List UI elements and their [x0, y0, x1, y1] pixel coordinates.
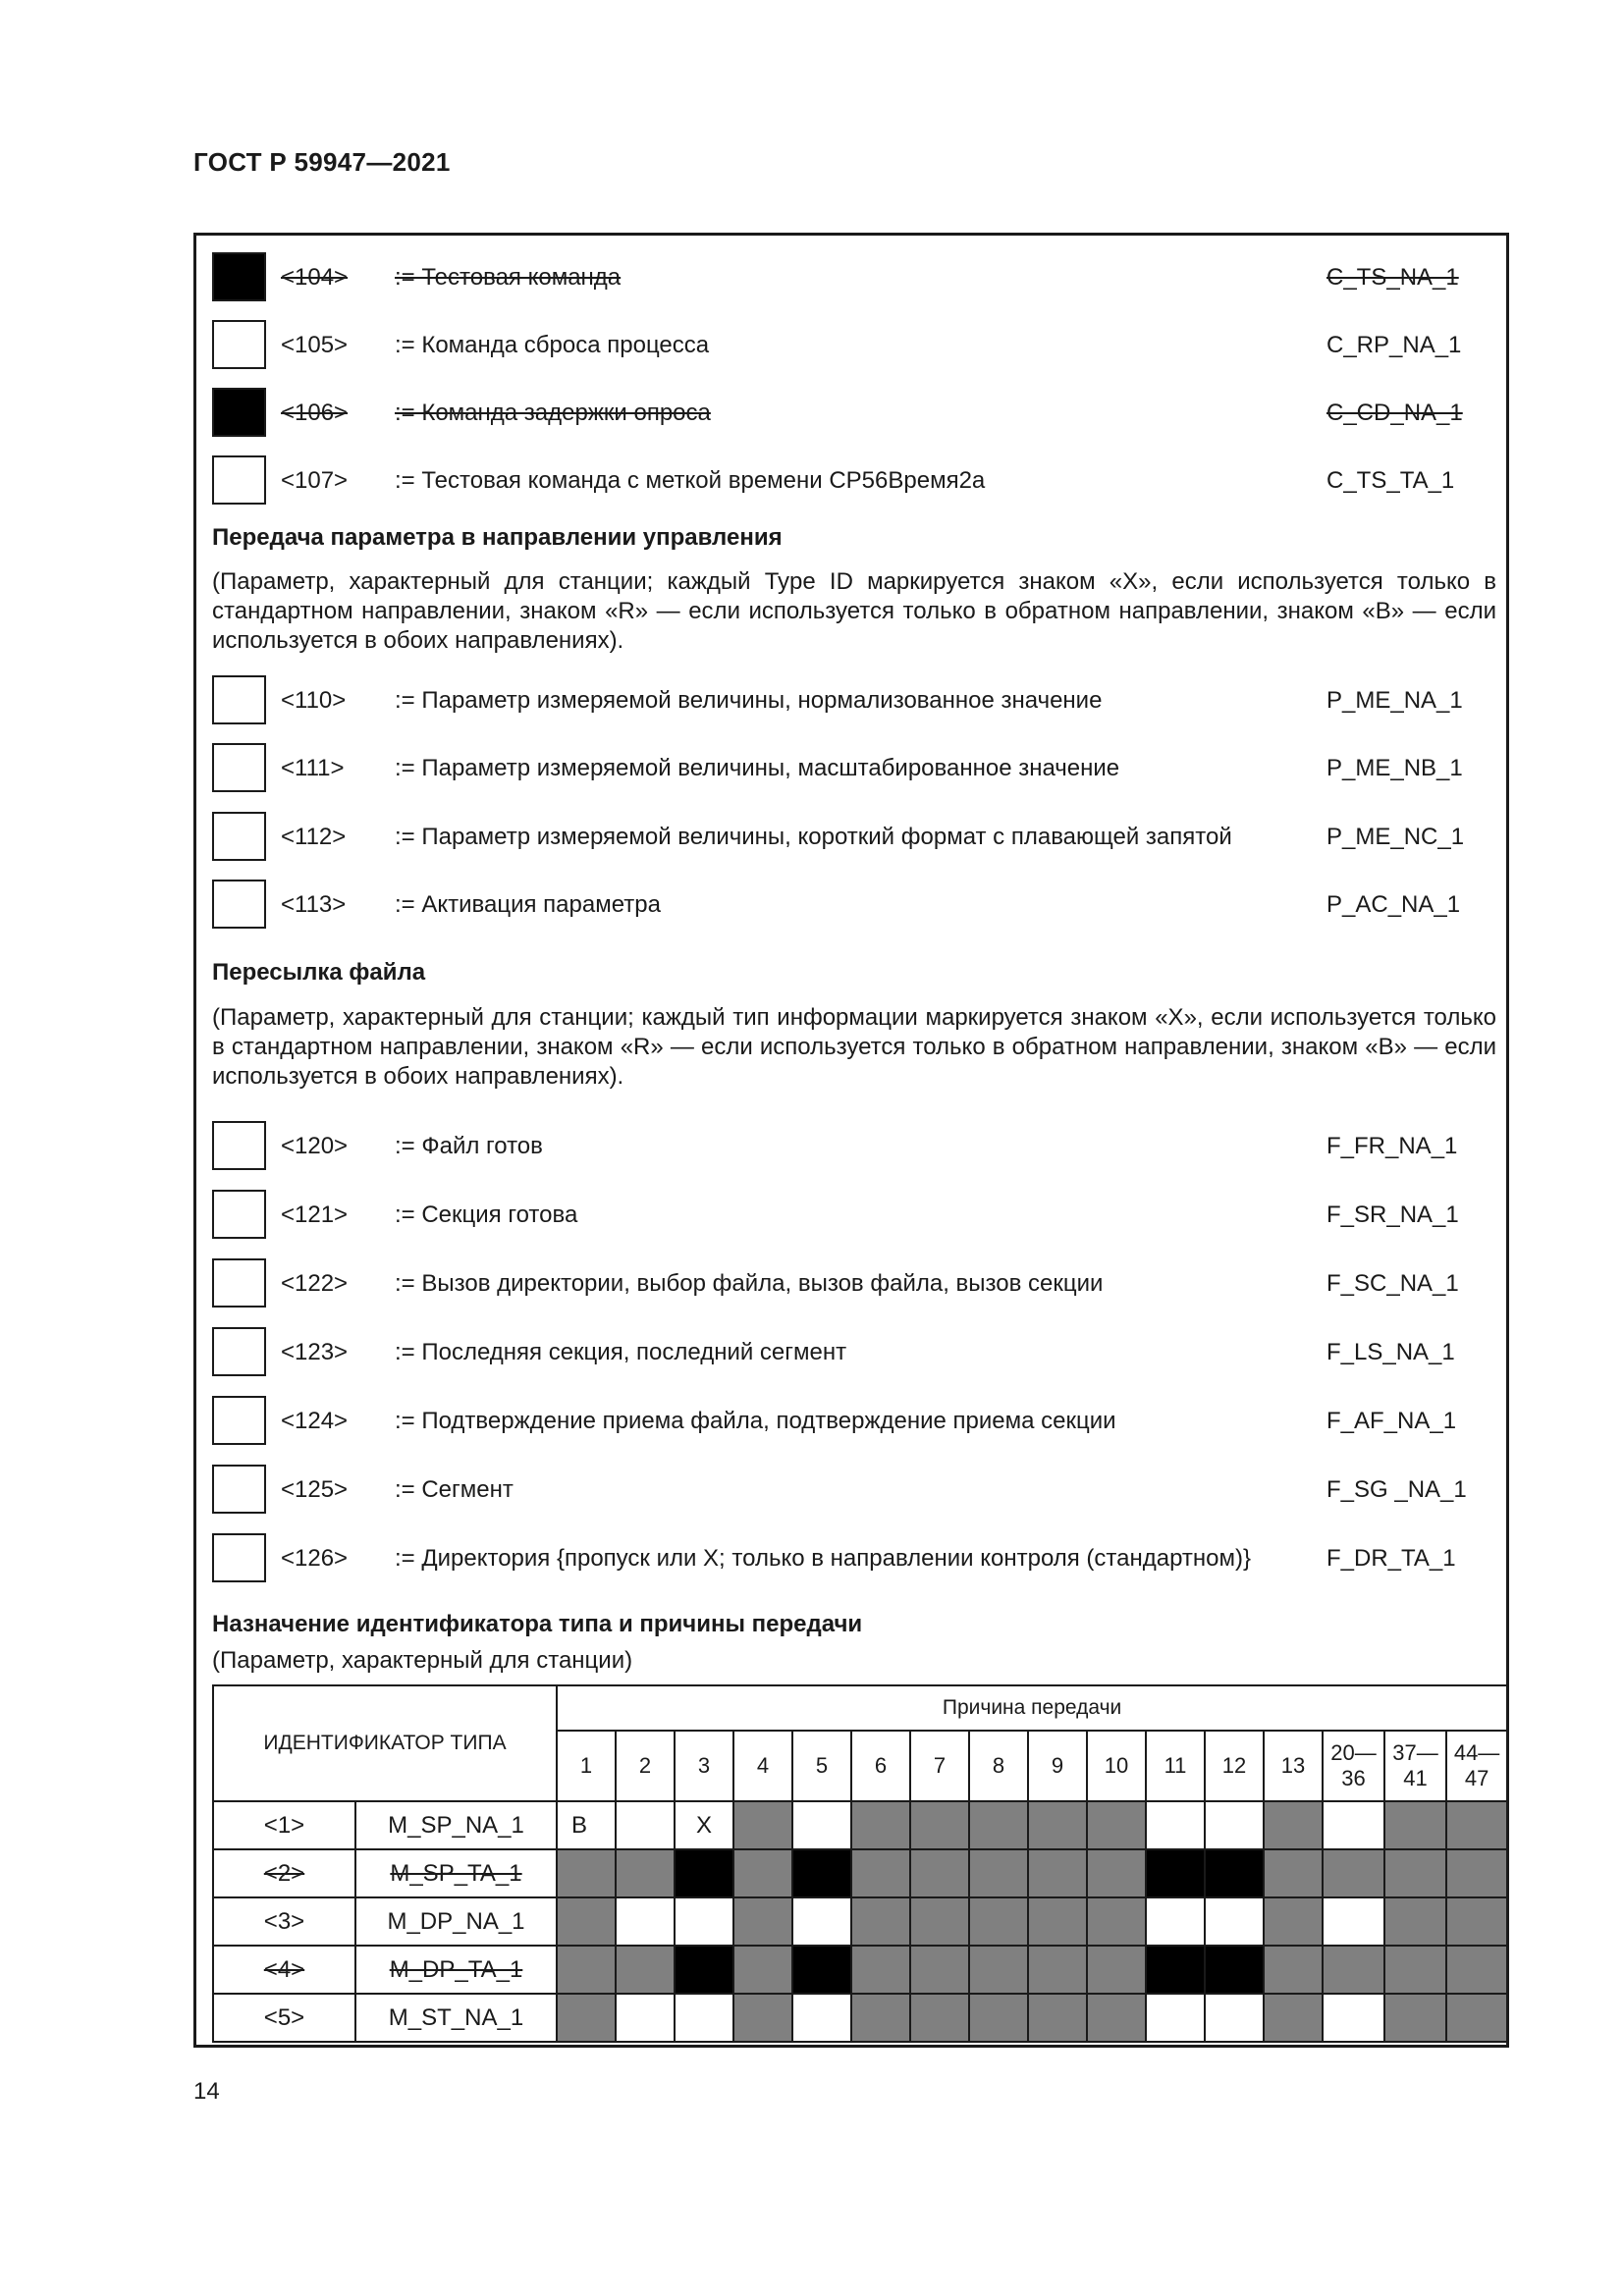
checkbox[interactable]: [212, 1396, 266, 1445]
checkbox[interactable]: [212, 1533, 266, 1582]
type-code: <107>: [281, 467, 349, 494]
checkbox[interactable]: [212, 880, 266, 929]
cause-cell: [851, 1994, 910, 2042]
cause-cell: [1146, 1849, 1205, 1897]
param-row: [212, 743, 1498, 792]
cause-cell: [1087, 1801, 1146, 1849]
cause-cell: [969, 1801, 1028, 1849]
type-abbr: F_FR_NA_1: [1326, 1133, 1458, 1159]
table-row: [213, 1897, 1507, 1946]
section-title: Пересылка файла: [212, 959, 426, 986]
cause-cell[interactable]: [1323, 1994, 1384, 2042]
cause-cell[interactable]: X: [675, 1801, 733, 1849]
type-code: <120>: [281, 1133, 349, 1159]
control-row: [212, 388, 1498, 437]
cause-cell: [851, 1849, 910, 1897]
checkbox[interactable]: [212, 1327, 266, 1376]
cause-cell[interactable]: [1323, 1801, 1384, 1849]
file-row: [212, 1258, 1498, 1308]
checkbox[interactable]: [212, 1121, 266, 1170]
type-abbr: P_ME_NC_1: [1326, 824, 1465, 850]
cause-cell: [1087, 1897, 1146, 1946]
table-row: [213, 1849, 1507, 1897]
cause-cell: [910, 1946, 969, 1994]
file-row: [212, 1121, 1498, 1170]
cause-column-header: 4: [733, 1731, 792, 1801]
type-name-cell: M_SP_NA_1: [355, 1801, 557, 1849]
cause-cell: [616, 1946, 675, 1994]
cause-cell: [1384, 1849, 1446, 1897]
cause-cell: [1264, 1946, 1323, 1994]
control-row: [212, 320, 1498, 369]
cause-cell: [969, 1994, 1028, 2042]
cause-header: Причина передачи: [557, 1685, 1507, 1731]
table-row: [213, 1994, 1507, 2042]
cause-column-header: 13: [1264, 1731, 1323, 1801]
cause-column-header: 10: [1087, 1731, 1146, 1801]
cause-cell: [1264, 1849, 1323, 1897]
cause-cell: [910, 1994, 969, 2042]
type-desc: := Тестовая команда: [395, 264, 622, 291]
checkbox[interactable]: [212, 1190, 266, 1239]
cause-cell: [1323, 1946, 1384, 1994]
type-code: <105>: [281, 332, 349, 358]
cause-column-header: 37— 41: [1384, 1731, 1446, 1801]
cause-cell: [1087, 1849, 1146, 1897]
cause-cell[interactable]: [792, 1897, 851, 1946]
cause-cell: [1446, 1946, 1507, 1994]
type-name-cell: M_ST_NA_1: [355, 1994, 557, 2042]
cause-cell[interactable]: [616, 1897, 675, 1946]
type-abbr: F_LS_NA_1: [1326, 1339, 1455, 1365]
cause-cell: [969, 1946, 1028, 1994]
type-abbr: P_AC_NA_1: [1326, 891, 1461, 918]
page-number: 14: [193, 2078, 220, 2105]
type-desc: := Активация параметра: [395, 891, 661, 918]
param-row: [212, 880, 1498, 929]
cause-cell: [1446, 1897, 1507, 1946]
cause-cell[interactable]: [675, 1897, 733, 1946]
type-desc: := Команда сброса процесса: [395, 332, 710, 358]
cause-cell: [1028, 1994, 1087, 2042]
type-id-cell: <4>: [213, 1946, 355, 1994]
type-code: <123>: [281, 1339, 349, 1365]
cause-cell: [1384, 1801, 1446, 1849]
document-header: ГОСТ Р 59947—2021: [193, 147, 451, 177]
type-abbr: C_CD_NA_1: [1326, 400, 1463, 426]
type-abbr: F_SR_NA_1: [1326, 1201, 1459, 1228]
checkbox[interactable]: [212, 320, 266, 369]
param-row: [212, 675, 1498, 724]
cause-cell: [557, 1897, 616, 1946]
file-row: [212, 1465, 1498, 1514]
cause-cell: [1446, 1849, 1507, 1897]
type-abbr: P_ME_NA_1: [1326, 687, 1463, 714]
checkbox[interactable]: [212, 388, 266, 437]
section-title: Назначение идентификатора типа и причины передачи: [212, 1611, 863, 1637]
type-desc: := Подтверждение приема файла, подтверждение приема секции: [395, 1408, 1116, 1434]
type-name-cell: M_DP_TA_1: [355, 1946, 557, 1994]
type-code: <110>: [281, 687, 347, 714]
cause-cell: [1446, 1994, 1507, 2042]
type-name-cell: M_SP_TA_1: [355, 1849, 557, 1897]
cause-cell: [1205, 1849, 1264, 1897]
control-row: [212, 455, 1498, 505]
cause-cell: [792, 1849, 851, 1897]
cause-cell: [1087, 1946, 1146, 1994]
cause-cell: [792, 1946, 851, 1994]
cause-column-header: 1: [557, 1731, 616, 1801]
cause-cell: [733, 1801, 792, 1849]
cause-cell[interactable]: [792, 1801, 851, 1849]
checkbox[interactable]: [212, 455, 266, 505]
type-name-cell: M_DP_NA_1: [355, 1897, 557, 1946]
cause-cell: [557, 1849, 616, 1897]
cause-cell: [1028, 1801, 1087, 1849]
cause-column-header: 6: [851, 1731, 910, 1801]
file-row: [212, 1190, 1498, 1239]
cause-cell: [1264, 1801, 1323, 1849]
type-desc: := Тестовая команда с меткой времени СР56Время2а: [395, 467, 986, 494]
file-row: [212, 1396, 1498, 1445]
cause-column-header: 5: [792, 1731, 851, 1801]
cause-cell: [1384, 1946, 1446, 1994]
control-row: [212, 252, 1498, 301]
cause-column-header: 20— 36: [1323, 1731, 1384, 1801]
type-desc: := Файл готов: [395, 1133, 543, 1159]
type-desc: := Последняя секция, последний сегмент: [395, 1339, 847, 1365]
checkbox[interactable]: [212, 1465, 266, 1514]
cause-of-transmission-table: [212, 1684, 1508, 2043]
section-note: (Параметр, характерный для станции; каждый тип информации маркируется знаком «X», если используется только в стандартном направлении, знаком «R» — если используется только в обратном направлении, знаком «B» — если используется в обоих направлениях).: [212, 1004, 1496, 1090]
type-abbr: F_SG _NA_1: [1326, 1476, 1467, 1503]
cause-cell: [1028, 1897, 1087, 1946]
param-row: [212, 812, 1498, 861]
type-abbr: C_TS_TA_1: [1326, 467, 1455, 494]
cause-column-header: 11: [1146, 1731, 1205, 1801]
cause-cell: [1384, 1897, 1446, 1946]
checkbox[interactable]: [212, 252, 266, 301]
type-desc: := Параметр измеряемой величины, нормализованное значение: [395, 687, 1103, 714]
content-frame: [193, 233, 1509, 2048]
type-abbr: P_ME_NB_1: [1326, 755, 1463, 781]
cause-cell: [1446, 1801, 1507, 1849]
cause-column-header: 9: [1028, 1731, 1087, 1801]
type-id-cell: <1>: [213, 1801, 355, 1849]
cause-cell: [851, 1946, 910, 1994]
cause-column-header: 7: [910, 1731, 969, 1801]
type-desc: := Директория {пропуск или X; только в направлении контроля (стандартном)}: [395, 1545, 1252, 1572]
cause-cell: [1264, 1897, 1323, 1946]
type-abbr: C_TS_NA_1: [1326, 264, 1459, 291]
type-desc: := Параметр измеряемой величины, короткий формат с плавающей запятой: [395, 824, 1232, 850]
cause-cell: [910, 1801, 969, 1849]
cause-cell: [1087, 1994, 1146, 2042]
cause-cell[interactable]: [792, 1994, 851, 2042]
cause-cell: [910, 1849, 969, 1897]
type-desc: := Параметр измеряемой величины, масштабированное значение: [395, 755, 1120, 781]
cause-cell: [1205, 1946, 1264, 1994]
cause-cell: [733, 1994, 792, 2042]
cause-column-header: 12: [1205, 1731, 1264, 1801]
type-desc: := Сегмент: [395, 1476, 514, 1503]
cause-cell[interactable]: [1146, 1994, 1205, 2042]
cause-cell: [851, 1801, 910, 1849]
type-abbr: F_SC_NA_1: [1326, 1270, 1459, 1297]
cause-cell: [733, 1897, 792, 1946]
type-abbr: C_RP_NA_1: [1326, 332, 1462, 358]
type-id-cell: <5>: [213, 1994, 355, 2042]
cause-cell: [733, 1946, 792, 1994]
cause-cell: [616, 1849, 675, 1897]
type-abbr: F_AF_NA_1: [1326, 1408, 1457, 1434]
checkbox[interactable]: [212, 812, 266, 861]
type-code: <112>: [281, 824, 347, 850]
cause-cell[interactable]: [1323, 1897, 1384, 1946]
checkbox[interactable]: [212, 675, 266, 724]
table-row: [213, 1946, 1507, 1994]
type-code: <122>: [281, 1270, 349, 1297]
type-code: <124>: [281, 1408, 349, 1434]
type-abbr: F_DR_TA_1: [1326, 1545, 1456, 1572]
type-code: <111>: [281, 755, 345, 781]
type-code: <125>: [281, 1476, 349, 1503]
type-id-header: ИДЕНТИФИКАТОР ТИПА: [213, 1685, 557, 1801]
section-subtitle: (Параметр, характерный для станции): [212, 1647, 633, 1674]
cause-cell[interactable]: [616, 1994, 675, 2042]
type-code: <104>: [281, 264, 349, 291]
cause-cell[interactable]: [1205, 1897, 1264, 1946]
file-row: [212, 1533, 1498, 1582]
cause-cell: [969, 1897, 1028, 1946]
type-id-cell: <3>: [213, 1897, 355, 1946]
type-desc: := Команда задержки опроса: [395, 400, 711, 426]
section-title: Передача параметра в направлении управления: [212, 524, 783, 551]
cause-cell: [1384, 1994, 1446, 2042]
cause-cell[interactable]: [1205, 1994, 1264, 2042]
checkbox[interactable]: [212, 743, 266, 792]
cause-cell[interactable]: [675, 1994, 733, 2042]
cause-cell: [675, 1849, 733, 1897]
type-id-cell: <2>: [213, 1849, 355, 1897]
cause-column-header: 44— 47: [1446, 1731, 1507, 1801]
cause-cell: [733, 1849, 792, 1897]
cause-cell[interactable]: B: [557, 1801, 616, 1849]
type-code: <126>: [281, 1545, 349, 1572]
cause-cell: [1028, 1849, 1087, 1897]
cause-cell: [557, 1994, 616, 2042]
cause-cell: [969, 1849, 1028, 1897]
cause-cell[interactable]: [1146, 1801, 1205, 1849]
cause-cell: [910, 1897, 969, 1946]
cause-cell: [1028, 1946, 1087, 1994]
section-note: (Параметр, характерный для станции; каждый Type ID маркируется знаком «X», если используется только в стандартном направлении, знаком «R» — если используется только в обратном направлении, знаком «B» — если используется в обоих направлениях).: [212, 568, 1496, 654]
checkbox[interactable]: [212, 1258, 266, 1308]
cause-cell[interactable]: [616, 1801, 675, 1849]
type-desc: := Вызов директории, выбор файла, вызов файла, вызов секции: [395, 1270, 1104, 1297]
cause-cell: [851, 1897, 910, 1946]
cause-cell: [557, 1946, 616, 1994]
type-code: <121>: [281, 1201, 349, 1228]
table-row: [213, 1801, 1507, 1849]
cause-cell: [675, 1946, 733, 1994]
type-code: <113>: [281, 891, 347, 918]
type-desc: := Секция готова: [395, 1201, 578, 1228]
cause-column-header: 2: [616, 1731, 675, 1801]
type-code: <106>: [281, 400, 349, 426]
cause-cell[interactable]: [1205, 1801, 1264, 1849]
cause-cell: [1264, 1994, 1323, 2042]
cause-cell: [1146, 1946, 1205, 1994]
cause-column-header: 8: [969, 1731, 1028, 1801]
file-row: [212, 1327, 1498, 1376]
cause-column-header: 3: [675, 1731, 733, 1801]
cause-cell: [1323, 1849, 1384, 1897]
cause-cell[interactable]: [1146, 1897, 1205, 1946]
